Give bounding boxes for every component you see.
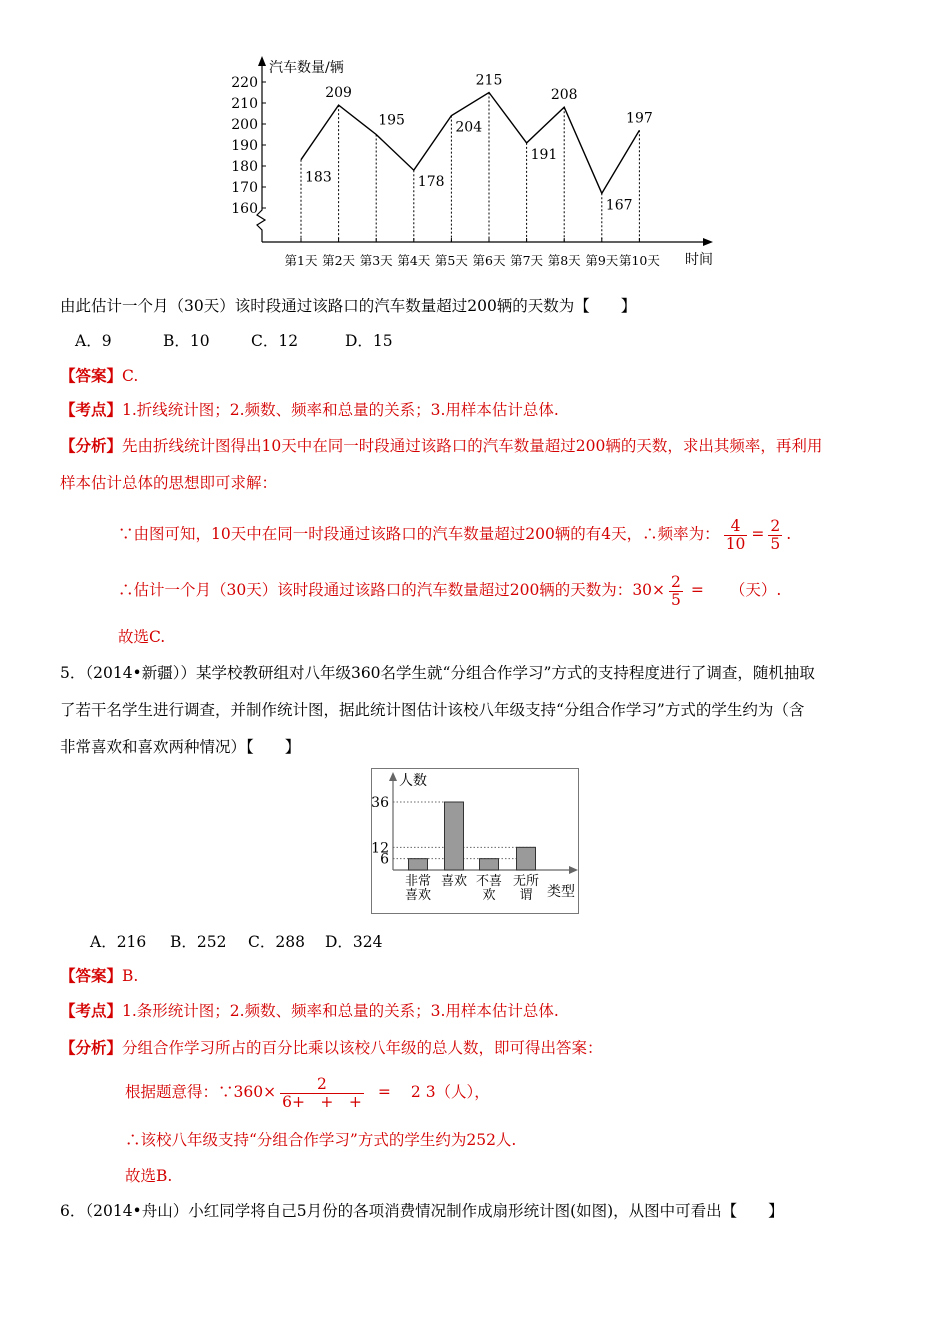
q5-analysis-tag: 【分析】 <box>60 1038 123 1057</box>
q4-step2-eq: = <box>690 581 704 599</box>
y-tick-label: 36 <box>371 795 389 811</box>
q5-step2: ∴该校八年级支持“分组合作学习”方式的学生约为252人. <box>125 1131 517 1149</box>
bar-chart-xlabel: 类型 <box>547 884 575 900</box>
q5-step1-eq: = <box>377 1083 391 1101</box>
q5-points: 1.条形统计图；2.频数、频率和总量的关系；3.用样本估计总体. <box>122 1002 559 1020</box>
q4-step1 <box>118 514 791 554</box>
line-chart <box>225 52 725 274</box>
q5-points-row <box>60 1001 559 1021</box>
line-chart-xlabel: 时间 <box>685 252 713 268</box>
q5-step1-prefix: 根据题意得：∵360× <box>125 1083 277 1101</box>
y-axis <box>257 64 265 242</box>
q4-step2-expr: 30× <box>632 581 666 599</box>
x-category-label: 无所 <box>512 874 540 889</box>
x-axis-arrow <box>703 238 713 246</box>
q5-answer: B. <box>122 967 139 985</box>
q5-options <box>90 932 383 952</box>
y-tick-label: 200 <box>231 117 258 133</box>
q5-analysis: 分组合作学习所占的百分比乘以该校八年级的总人数，即可得出答案： <box>122 1039 603 1057</box>
x-tick-label: 第9天 <box>585 253 619 268</box>
fraction-numerator: 2 <box>280 1076 364 1094</box>
q4-answer: C. <box>122 367 139 385</box>
bar-chart-ylabel: 人数 <box>399 773 427 789</box>
q5-stem-l3: 非常喜欢和喜欢两种情况）【 】 <box>60 738 301 756</box>
q5-step1 <box>125 1072 490 1112</box>
line-chart-ylabel: 汽车数量/辆 <box>269 60 344 76</box>
y-tick-label: 190 <box>231 138 258 154</box>
q5-step1-fraction <box>280 1076 364 1111</box>
q4-analysis-l2: 样本估计总体的思想即可求解： <box>60 474 278 492</box>
x-category-label: 喜欢 <box>404 888 432 903</box>
q5-stem-l2: 了若干名学生进行调查，并制作统计图，据此统计图估计该校八年级支持“分组合作学习”方式的学生约为（含 <box>60 701 805 719</box>
data-label: 204 <box>455 119 483 136</box>
q4-step1-end: . <box>786 525 792 543</box>
y-tick-label: 170 <box>231 180 258 196</box>
q5-option-a: A．216 <box>90 933 147 951</box>
y-tick-label: 220 <box>231 75 258 91</box>
q5-points-tag: 【考点】 <box>60 1001 123 1020</box>
x-category-label: 非常 <box>404 874 432 889</box>
x-category-label: 喜欢 <box>440 874 468 889</box>
x-tick-label: 第4天 <box>397 253 431 268</box>
q4-points: 1.折线统计图；2.频数、频率和总量的关系；3.用样本估计总体. <box>122 401 559 419</box>
y-tick-label: 180 <box>231 159 258 175</box>
data-label: 195 <box>378 112 405 129</box>
q4-analysis-l1: 先由折线统计图得出10天中在同一时段通过该路口的汽车数量超过200辆的天数，求出其频率，再利用 <box>122 437 823 455</box>
q5-conclusion: 故选B. <box>125 1167 173 1185</box>
q5-option-b: B．252 <box>170 933 227 951</box>
q4-answer-row <box>60 366 138 386</box>
q4-option-a: A．9 <box>75 332 112 350</box>
q5-option-c: C．288 <box>248 933 305 951</box>
data-label: 191 <box>530 146 558 163</box>
y-tick-label: 210 <box>231 96 258 112</box>
y-tick-label: 12 <box>371 840 389 857</box>
fraction-numerator: 4 <box>724 518 748 536</box>
data-label: 167 <box>605 197 633 214</box>
q4-options <box>75 331 393 351</box>
data-label: 209 <box>325 85 352 102</box>
q4-step1-fraction <box>724 518 748 553</box>
q6-stem: 6．（2014•舟山）小红同学将自己5月份的各项消费情况制作成扇形统计图(如图)，从图中可看出【 】 <box>60 1202 784 1220</box>
q5-answer-tag: 【答案】 <box>60 966 123 985</box>
x-category-label: 欢 <box>482 888 496 903</box>
bar <box>517 847 536 870</box>
q4-answer-tag: 【答案】 <box>60 366 123 385</box>
q4-step2-text: ∴估计一个月（30天）该时段通过该路口的汽车数量超过200辆的天数为： <box>118 581 633 599</box>
q4-step2 <box>118 570 781 610</box>
y-axis-arrow <box>258 56 266 66</box>
q4-points-tag: 【考点】 <box>60 400 123 419</box>
q4-option-b: B．10 <box>163 332 210 350</box>
fraction-denominator: 6+ + + <box>282 1092 362 1111</box>
bar <box>480 859 499 870</box>
q4-step1-text: ∵由图可知，10天中在同一时段通过该路口的汽车数量超过200辆的有4天，∴频率为： <box>118 525 720 543</box>
q4-step2-fraction <box>669 574 683 609</box>
q4-step2-tail: （天）. <box>729 581 782 599</box>
fraction-numerator: 2 <box>770 516 781 535</box>
x-category-label: 不喜 <box>475 874 503 889</box>
q5-analysis-row <box>60 1038 603 1058</box>
q5-option-d: D．324 <box>325 933 383 951</box>
q4-option-d: D．15 <box>345 332 393 350</box>
data-label: 178 <box>417 174 445 191</box>
x-tick-label: 第3天 <box>359 253 393 268</box>
q4-analysis-row <box>60 436 822 456</box>
data-label: 183 <box>305 169 332 186</box>
q4-step1-eq: = <box>751 525 765 543</box>
bar <box>445 802 464 870</box>
x-tick-label: 第1天 <box>284 253 318 268</box>
fraction-denominator: 10 <box>725 534 746 553</box>
x-tick-label: 第6天 <box>472 253 506 268</box>
series-line <box>301 93 639 194</box>
bar <box>409 859 428 870</box>
y-tick-label: 160 <box>231 201 258 217</box>
q5-step1-result: 2 3（人）， <box>410 1083 490 1101</box>
q4-analysis-tag: 【分析】 <box>60 436 123 455</box>
q4-stem: 由此估计一个月（30天）该时段通过该路口的汽车数量超过200辆的天数为【 】 <box>60 297 637 315</box>
x-category-label: 谓 <box>519 888 533 903</box>
x-tick-label: 第2天 <box>322 253 356 268</box>
x-tick-label: 第7天 <box>510 253 544 268</box>
data-label: 197 <box>626 110 653 127</box>
data-label: 208 <box>550 87 578 104</box>
fraction-denominator: 5 <box>770 534 781 553</box>
x-tick-label: 第5天 <box>434 253 468 268</box>
y-tick-label: 6 <box>380 851 389 868</box>
q4-points-row <box>60 400 559 420</box>
q5-stem-l1: 5．（2014•新疆））某学校教研组对八年级360名学生就“分组合作学习”方式的支持程度进行了调查，随机抽取 <box>60 664 815 682</box>
fraction-denominator: 5 <box>671 590 681 609</box>
fraction-numerator: 2 <box>671 572 681 591</box>
bar-chart <box>371 768 581 915</box>
x-tick-label: 第8天 <box>547 253 581 268</box>
x-tick-label: 第10天 <box>618 253 660 268</box>
data-label: 215 <box>475 72 503 89</box>
q5-answer-row <box>60 966 138 986</box>
q4-conclusion: 故选C. <box>118 628 166 646</box>
q4-option-c: C．12 <box>251 332 299 350</box>
q4-step1-fraction2 <box>768 518 782 553</box>
